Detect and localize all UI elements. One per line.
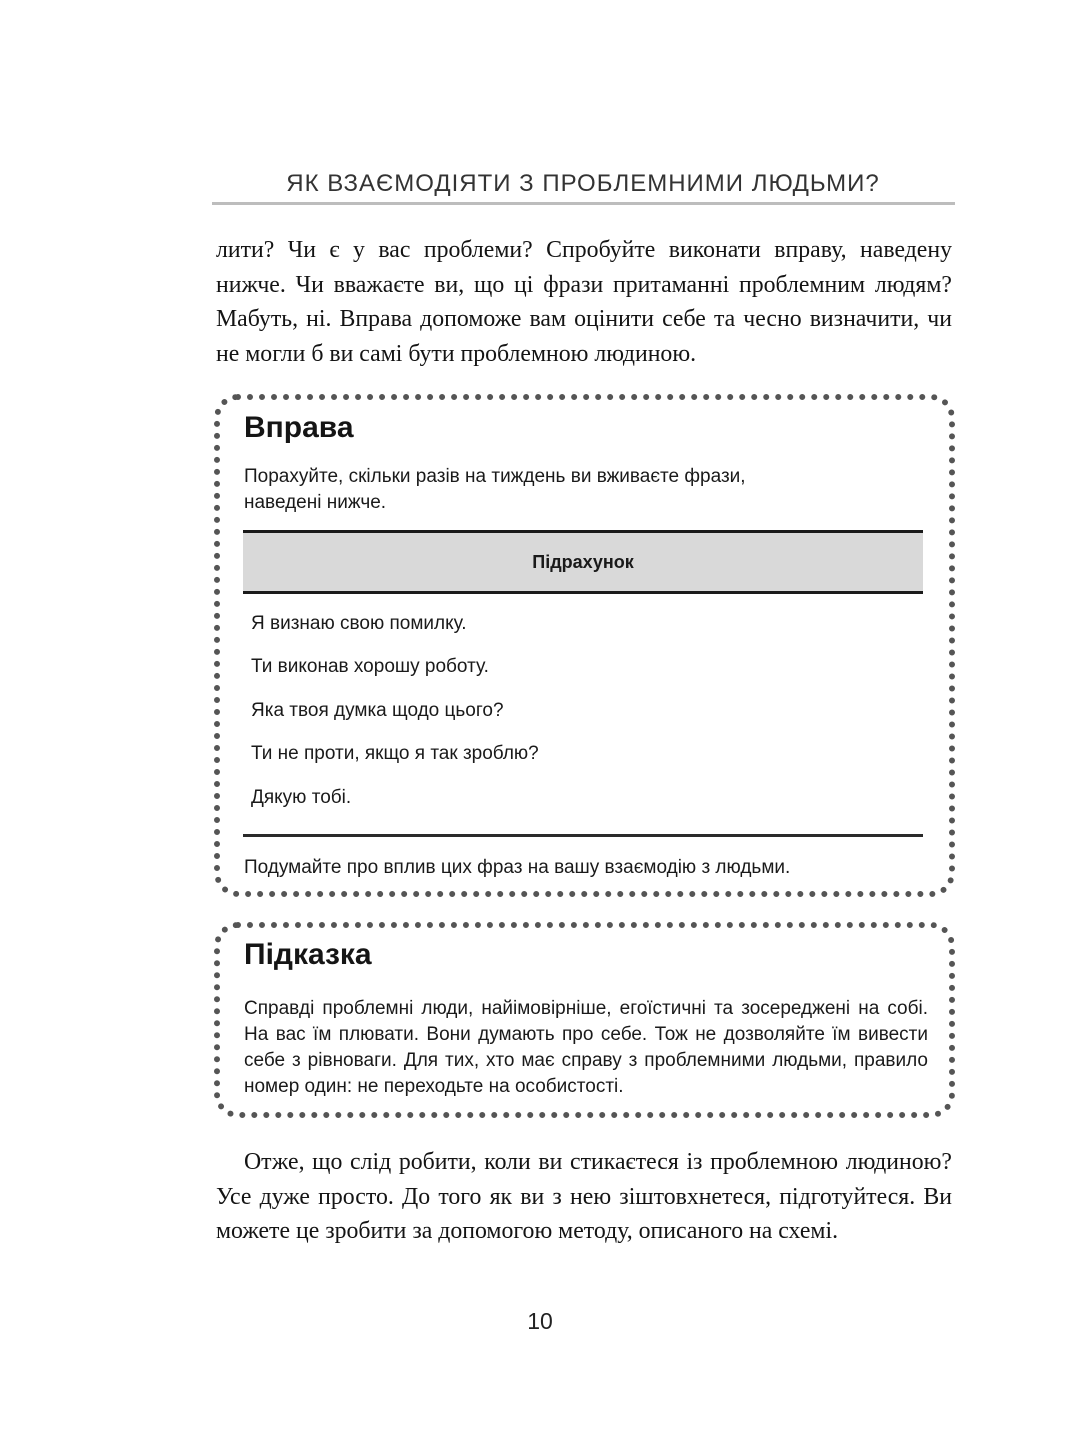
header-rule: [212, 202, 955, 205]
exercise-closing: Подумайте про вплив цих фраз на вашу взаємодію з людьми.: [244, 857, 791, 878]
intro-paragraph: лити? Чи є у вас проблеми? Спробуйте виконати вправу, наведену нижче. Чи вважаєте ви, що ці фрази притаманні проблемним людям? Мабуть, ні. Вправа допоможе вам оцінити себе та чесно визначити, чи не могли б ви самі бути проблемною людиною.: [216, 237, 952, 367]
tip-box: [214, 922, 955, 1118]
closing-paragraph: Отже, що слід робити, коли ви стикаєтеся із проблемною людиною? Усе дуже просто. До того як ви з нею зіштовхнетеся, підготуйтеся. Ви можете це зробити за допомогою методу, описаного на схемі.: [216, 1149, 952, 1244]
phrase-item: Яка твоя думка щодо цього?: [251, 699, 504, 721]
tip-text: Справді проблемні люди, найімовірніше, егоїстичні та зосереджені на собі. На вас їм плювати. Вони думають про себе. Тож не дозволяйте їм вивести себе з рівноваги. Для тих, хто має справу з проблемними людьми, правило номер один: не переходьте на особистості.: [244, 998, 928, 1097]
page-number: 10: [527, 1308, 553, 1334]
tally-table: [243, 530, 923, 594]
phrase-list: [243, 592, 923, 837]
tip-title: Підказка: [244, 938, 372, 971]
exercise-box: [214, 394, 955, 897]
exercise-instruction: Порахуйте, скільки разів на тиждень ви вживаєте фрази, наведені нижче.: [244, 466, 746, 513]
tally-table-header-row: [243, 532, 923, 593]
phrase-item: Я визнаю свою помилку.: [251, 612, 467, 634]
tally-table-header: Підрахунок: [243, 532, 923, 593]
phrase-item: Ти не проти, якщо я так зроблю?: [251, 743, 539, 765]
phrase-item: Ти виконав хорошу роботу.: [251, 656, 489, 678]
phrase-item: Дякую тобі.: [251, 786, 352, 808]
running-header-title: ЯК ВЗАЄМОДІЯТИ З ПРОБЛЕМНИМИ ЛЮДЬМИ?: [286, 170, 880, 197]
exercise-title: Вправа: [244, 411, 354, 444]
